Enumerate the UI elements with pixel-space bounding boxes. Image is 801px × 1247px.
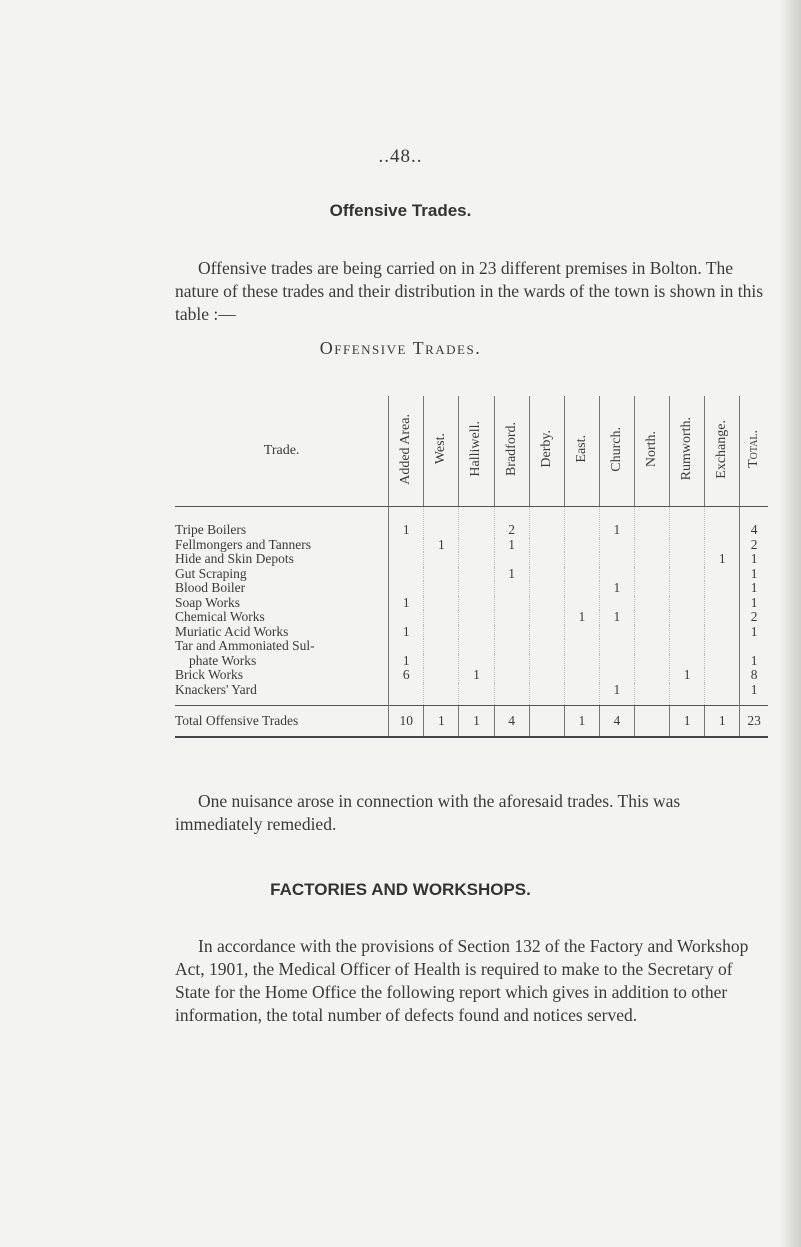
ward-count-cell: [634, 610, 669, 625]
ward-count-cell: 1: [459, 668, 494, 683]
total-count-cell: [634, 706, 669, 738]
ward-count-cell: [389, 538, 424, 553]
ward-count-cell: [705, 581, 740, 596]
ward-count-cell: [705, 507, 740, 538]
ward-count-cell: [564, 596, 599, 611]
total-count-cell: [529, 706, 564, 738]
row-total-cell: 1: [740, 552, 768, 567]
ward-count-cell: [529, 567, 564, 582]
ward-count-cell: [670, 538, 705, 553]
heading-offensive-trades: Offensive Trades.: [329, 201, 472, 220]
ward-count-cell: [389, 567, 424, 582]
ward-count-cell: [670, 639, 705, 654]
ward-count-cell: [634, 581, 669, 596]
header-ward: [494, 396, 529, 507]
ward-count-cell: [599, 654, 634, 669]
ward-count-cell: [494, 552, 529, 567]
ward-count-cell: [634, 507, 669, 538]
table-header-row: [175, 396, 768, 507]
header-ward-label: East.: [573, 435, 589, 463]
row-total-cell: 1: [740, 567, 768, 582]
ward-count-cell: [634, 552, 669, 567]
header-ward: [389, 396, 424, 507]
ward-count-cell: [529, 683, 564, 706]
ward-count-cell: [705, 610, 740, 625]
table-row: [175, 668, 768, 683]
ward-count-cell: [670, 552, 705, 567]
ward-count-cell: 1: [599, 581, 634, 596]
total-count-cell: 1: [670, 706, 705, 738]
ward-count-cell: [459, 683, 494, 706]
ward-count-cell: [599, 668, 634, 683]
ward-count-cell: [705, 668, 740, 683]
header-ward: [564, 396, 599, 507]
total-count-cell: 4: [599, 706, 634, 738]
ward-count-cell: [389, 552, 424, 567]
ward-count-cell: 1: [424, 538, 459, 553]
trade-name-cell: Brick Works: [175, 667, 244, 682]
ward-count-cell: [389, 683, 424, 706]
ward-count-cell: [529, 596, 564, 611]
ward-count-cell: [459, 625, 494, 640]
trade-name-cell: Tripe Boilers: [175, 522, 247, 537]
ward-count-cell: [459, 538, 494, 553]
nuisance-paragraph-text: One nuisance arose in connection with the aforesaid trades. This was immediately remedied.: [175, 791, 681, 834]
ward-count-cell: [670, 507, 705, 538]
ward-count-cell: [564, 552, 599, 567]
header-ward-label: Bradford.: [503, 421, 519, 477]
ward-count-cell: [529, 507, 564, 538]
ward-count-cell: [494, 654, 529, 669]
ward-count-cell: [634, 654, 669, 669]
table-row: [175, 654, 768, 669]
ward-count-cell: [494, 581, 529, 596]
header-trade: Trade.: [175, 396, 389, 507]
total-count-cell: 10: [389, 706, 424, 738]
ward-count-cell: [424, 610, 459, 625]
ward-count-cell: [705, 538, 740, 553]
ward-count-cell: [529, 581, 564, 596]
row-total-cell: [740, 639, 768, 654]
table-total-row: [175, 706, 768, 738]
header-ward: [599, 396, 634, 507]
ward-count-cell: 1: [705, 552, 740, 567]
ward-count-cell: [564, 683, 599, 706]
ward-count-cell: 6: [389, 668, 424, 683]
ward-count-cell: 1: [599, 683, 634, 706]
table-caption: Offensive Trades.: [319, 338, 482, 358]
nuisance-paragraph: [175, 790, 770, 836]
ward-count-cell: [564, 567, 599, 582]
ward-count-cell: [705, 639, 740, 654]
trade-name-cell: Muriatic Acid Works: [175, 623, 289, 639]
ward-count-cell: [670, 654, 705, 669]
ward-count-cell: [634, 596, 669, 611]
header-ward-label: Halliwell.: [468, 421, 484, 477]
ward-count-cell: [564, 538, 599, 553]
total-count-cell: 1: [705, 706, 740, 738]
ward-count-cell: [564, 581, 599, 596]
row-total-cell: 1: [740, 625, 768, 640]
ward-count-cell: [564, 668, 599, 683]
row-total-cell: 1: [740, 596, 768, 611]
trade-name-cell: Fellmongers and Tanners: [175, 536, 312, 552]
trade-name-cell: Tar and Ammoniated Sul-: [175, 638, 315, 653]
table-row: [175, 507, 768, 538]
ward-count-cell: 1: [389, 625, 424, 640]
trade-name-cell: Soap Works: [175, 594, 241, 610]
ward-count-cell: [670, 596, 705, 611]
table-row: [175, 581, 768, 596]
header-ward: [424, 396, 459, 507]
trade-name-cell: Blood Boiler: [175, 580, 246, 595]
header-ward-label: Exchange.: [714, 419, 730, 479]
table-row: [175, 552, 768, 567]
ward-count-cell: 2: [494, 507, 529, 538]
intro-paragraph: [175, 257, 770, 326]
ward-count-cell: [705, 596, 740, 611]
ward-count-cell: [459, 654, 494, 669]
table-body: [175, 507, 768, 706]
ward-count-cell: [705, 625, 740, 640]
ward-count-cell: [564, 507, 599, 538]
header-ward-label: Derby.: [538, 430, 554, 468]
ward-count-cell: [389, 610, 424, 625]
trade-name-cell: Gut Scraping: [175, 565, 247, 581]
ward-count-cell: [564, 639, 599, 654]
ward-count-cell: [459, 639, 494, 654]
ward-count-cell: [529, 552, 564, 567]
table-row: [175, 596, 768, 611]
ward-count-cell: [529, 625, 564, 640]
total-label: Total Offensive Trades: [175, 706, 389, 738]
ward-count-cell: 1: [389, 596, 424, 611]
ward-count-cell: [494, 596, 529, 611]
header-ward-label: Rumworth.: [679, 417, 695, 481]
ward-count-cell: [529, 610, 564, 625]
ward-count-cell: [670, 567, 705, 582]
row-total-cell: 8: [740, 668, 768, 683]
ward-count-cell: [459, 567, 494, 582]
ward-count-cell: 1: [494, 567, 529, 582]
ward-count-cell: [634, 625, 669, 640]
ward-count-cell: [424, 507, 459, 538]
ward-count-cell: [459, 507, 494, 538]
ward-count-cell: [494, 668, 529, 683]
trade-name-cell: Knackers' Yard: [175, 681, 257, 697]
ward-count-cell: [634, 639, 669, 654]
ward-count-cell: 1: [599, 507, 634, 538]
ward-count-cell: [424, 625, 459, 640]
ward-count-cell: 1: [389, 654, 424, 669]
ward-count-cell: [705, 567, 740, 582]
page-number: ..48..: [378, 146, 423, 167]
ward-count-cell: [634, 668, 669, 683]
ward-count-cell: [459, 596, 494, 611]
ward-count-cell: [634, 538, 669, 553]
heading-factories-workshops: FACTORIES AND WORKSHOPS.: [270, 880, 531, 899]
header-ward-label: Total.: [746, 430, 762, 468]
ward-count-cell: 1: [389, 507, 424, 538]
ward-count-cell: [494, 639, 529, 654]
ward-count-cell: [424, 654, 459, 669]
ward-count-cell: [424, 683, 459, 706]
ward-count-cell: [564, 625, 599, 640]
ward-count-cell: [670, 610, 705, 625]
ward-count-cell: [670, 581, 705, 596]
table-row: [175, 567, 768, 582]
ward-count-cell: [564, 654, 599, 669]
total-count-cell: 1: [424, 706, 459, 738]
total-count-cell: 23: [740, 706, 768, 738]
ward-count-cell: [529, 654, 564, 669]
ward-count-cell: [599, 625, 634, 640]
trade-name-cell: Chemical Works: [175, 609, 265, 624]
table-row: [175, 610, 768, 625]
ward-count-cell: [389, 639, 424, 654]
total-count-cell: 4: [494, 706, 529, 738]
ward-count-cell: 1: [599, 610, 634, 625]
ward-count-cell: 1: [494, 538, 529, 553]
page-edge-shadow: [779, 0, 801, 1247]
ward-count-cell: [670, 683, 705, 706]
ward-count-cell: [599, 567, 634, 582]
ward-count-cell: [599, 596, 634, 611]
header-ward: [634, 396, 669, 507]
header-ward: [459, 396, 494, 507]
row-total-cell: 1: [740, 683, 768, 706]
header-ward-label: Added Area.: [398, 413, 414, 485]
header-ward-label: North.: [644, 430, 660, 468]
ward-count-cell: [494, 683, 529, 706]
ward-count-cell: [424, 668, 459, 683]
header-ward-label: West.: [433, 433, 449, 465]
ward-count-cell: [424, 581, 459, 596]
ward-count-cell: [599, 639, 634, 654]
header-ward: [705, 396, 740, 507]
ward-count-cell: [529, 668, 564, 683]
table-row: [175, 639, 768, 654]
ward-count-cell: [459, 610, 494, 625]
ward-count-cell: [424, 567, 459, 582]
ward-count-cell: [599, 538, 634, 553]
ward-count-cell: [459, 581, 494, 596]
ward-count-cell: [670, 625, 705, 640]
row-total-cell: 2: [740, 538, 768, 553]
ward-count-cell: [389, 581, 424, 596]
trade-name-cell: Hide and Skin Depots: [175, 551, 294, 566]
row-total-cell: 4: [740, 507, 768, 538]
row-total-cell: 2: [740, 610, 768, 625]
ward-count-cell: [529, 639, 564, 654]
ward-count-cell: [494, 625, 529, 640]
total-count-cell: 1: [459, 706, 494, 738]
ward-count-cell: [634, 683, 669, 706]
header-ward: [740, 396, 768, 507]
ward-count-cell: [459, 552, 494, 567]
row-total-cell: 1: [740, 654, 768, 669]
ward-count-cell: [529, 538, 564, 553]
header-ward-label: Church.: [608, 426, 624, 472]
table-row: [175, 683, 768, 706]
ward-count-cell: [424, 552, 459, 567]
ward-count-cell: [599, 552, 634, 567]
header-ward: [670, 396, 705, 507]
total-count-cell: 1: [564, 706, 599, 738]
trade-name-cell: phate Works: [189, 652, 257, 668]
ward-count-cell: [424, 596, 459, 611]
factories-paragraph-text: In accordance with the provisions of Section 132 of the Factory and Workshop Act, 1901, the Medical Officer of Health is required to make to the Secretary of State for the Home Office the following report which gives in addition to other information, the total number of defects found and notices served.: [175, 936, 749, 1025]
offensive-trades-table: [175, 396, 768, 738]
row-total-cell: 1: [740, 581, 768, 596]
ward-count-cell: [424, 639, 459, 654]
table-row: [175, 538, 768, 553]
ward-count-cell: 1: [564, 610, 599, 625]
ward-count-cell: [494, 610, 529, 625]
ward-count-cell: 1: [670, 668, 705, 683]
ward-count-cell: [634, 567, 669, 582]
ward-count-cell: [705, 654, 740, 669]
factories-paragraph: [175, 935, 770, 1027]
ward-count-cell: [705, 683, 740, 706]
intro-paragraph-text: Offensive trades are being carried on in 23 different premises in Bolton. The nature of these trades and their distribution in the wards of the town is shown in this table :—: [175, 258, 764, 324]
header-ward: [529, 396, 564, 507]
table-row: [175, 625, 768, 640]
